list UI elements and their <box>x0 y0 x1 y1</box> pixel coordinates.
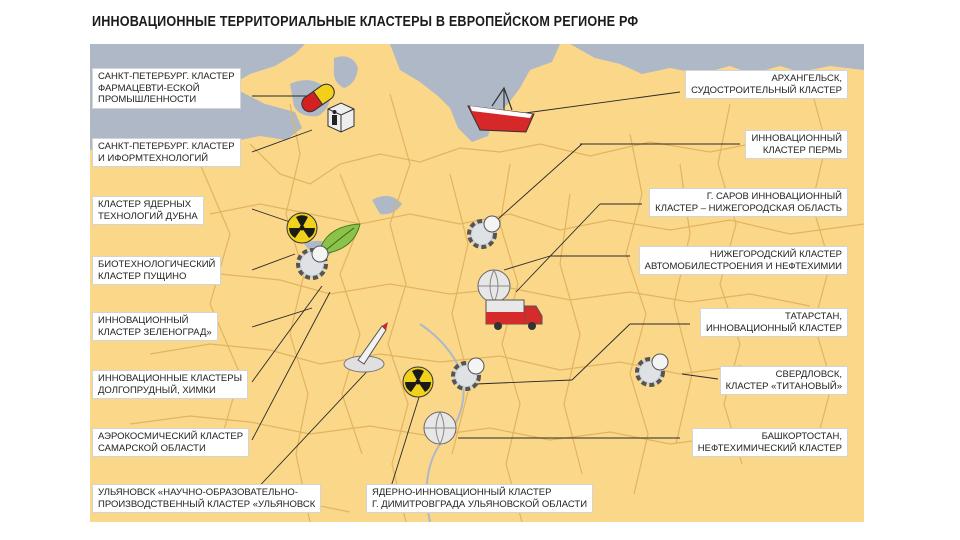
label-arkhangelsk: АРХАНГЕЛЬСК, СУДОСТРОИТЕЛЬНЫЙ КЛАСТЕР <box>685 70 848 99</box>
label-nizhny: НИЖЕГОРОДСКИЙ КЛАСТЕР АВТОМОБИЛЕСТРОЕНИЯ И НЕФТЕХИМИИ <box>639 246 848 275</box>
label-ulyanovsk: УЛЬЯНОВСК «НАУЧНО-ОБРАЗОВАТЕЛЬНО- ПРОИЗВОДСТВЕННЫЙ КЛАСТЕР «УЛЬЯНОВСК <box>92 484 321 513</box>
gear-bulb-icon <box>462 212 508 252</box>
cluster-map <box>90 44 864 522</box>
label-pushchino: БИОТЕХНОЛОГИЧЕСКИЙ КЛАСТЕР ПУЩИНО <box>92 256 221 285</box>
label-dubna: КЛАСТЕР ЯДЕРНЫХ ТЕХНОЛОГИЙ ДУБНА <box>92 196 204 225</box>
ship-icon <box>466 84 536 136</box>
rocket-icon <box>342 320 392 374</box>
gear-bulb-icon <box>446 354 492 394</box>
info-box-icon <box>324 100 358 134</box>
globe-icon <box>422 408 462 446</box>
gear-bulb-icon <box>290 240 338 284</box>
map-title: ИННОВАЦИОННЫЕ ТЕРРИТОРИАЛЬНЫЕ КЛАСТЕРЫ В ЕВРОПЕЙСКОМ РЕГИОНЕ РФ <box>92 14 639 30</box>
truck-icon <box>484 294 544 334</box>
label-spb-it: САНКТ-ПЕТЕРБУРГ. КЛАСТЕР И ИФОРМТЕХНОЛОГИЙ <box>92 138 241 167</box>
label-sarov: Г. САРОВ ИННОВАЦИОННЫЙ КЛАСТЕР – НИЖЕГОРОДСКАЯ ОБЛАСТЬ <box>649 188 848 217</box>
label-dolgoprudny: ИННОВАЦИОННЫЕ КЛАСТЕРЫ ДОЛГОПРУДНЫЙ, ХИМКИ <box>92 370 248 399</box>
label-spb-pharma: САНКТ-ПЕТЕРБУРГ. КЛАСТЕР ФАРМАЦЕВТИ-ЕСКОЙ ПРОМЫШЛЕННОСТИ <box>92 68 241 109</box>
label-perm: ИННОВАЦИОННЫЙ КЛАСТЕР ПЕРМЬ <box>745 130 848 159</box>
label-zelenograd: ИННОВАЦИОННЫЙ КЛАСТЕР ЗЕЛЕНОГРАД» <box>92 312 218 341</box>
label-tatarstan: ТАТАРСТАН, ИННОВАЦИОННЫЙ КЛАСТЕР <box>700 308 848 337</box>
label-samara: АЭРОКОСМИЧЕСКИЙ КЛАСТЕР САМАРСКОЙ ОБЛАСТИ <box>92 428 249 457</box>
label-sverdlovsk: СВЕРДЛОВСК, КЛАСТЕР «ТИТАНОВЫЙ» <box>720 366 848 395</box>
gear-bulb-icon <box>630 350 676 390</box>
label-dimitrovgrad: ЯДЕРНО-ИННОВАЦИОННЫЙ КЛАСТЕР Г. ДИМИТРОВГРАДА УЛЬЯНОВСКОЙ ОБЛАСТИ <box>366 484 593 513</box>
label-bashkortostan: БАШКОРТОСТАН, НЕФТЕХИМИЧЕСКИЙ КЛАСТЕР <box>692 428 848 457</box>
radiation-icon <box>402 366 434 398</box>
